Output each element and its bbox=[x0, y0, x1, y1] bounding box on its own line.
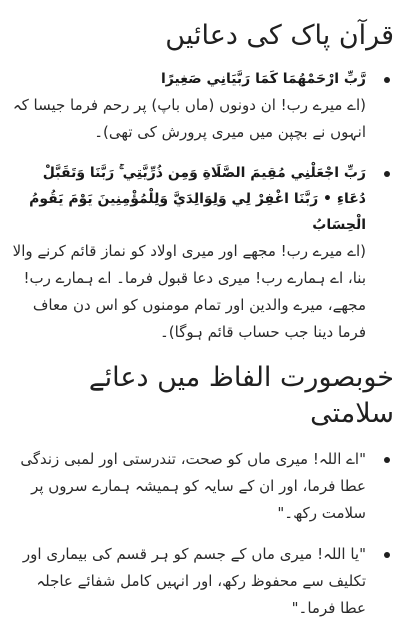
bullet-icon bbox=[384, 77, 390, 83]
bullet-icon bbox=[384, 457, 390, 463]
arabic-verse: رَبِّ اجْعَلْنِي مُقِيمَ الصَّلَاةِ وَمِن ذُرِّيَّتِي ۚ رَبَّنَا وَتَقَبَّلْ دُعَاءِ • رَبَّنَا اغْفِرْ لِي وَلِوَالِدَيَّ وَلِلْمُؤْمِنِينَ يَوْمَ يَقُومُ الْحِسَابُ bbox=[29, 165, 366, 233]
list-item bbox=[10, 541, 394, 622]
verse-translation: (اے میرے رب! ان دونوں (ماں باپ) پر رحم فرما جیسا کہ انہوں نے بچپن میں میری پرورش کی تھی)۔ bbox=[12, 96, 366, 141]
list-item bbox=[10, 446, 394, 527]
safety-dua-list bbox=[10, 446, 394, 622]
dua-text: "یا اللہ! میری ماں کے جسم کو ہر قسم کی بیماری اور تکلیف سے محفوظ رکھ، اور انہیں کامل شفائے عاجلہ عطا فرما۔" bbox=[22, 545, 366, 617]
verse-translation: (اے میرے رب! مجھے اور میری اولاد کو نماز قائم کرنے والا بنا، اے ہمارے رب! میری دعا قبول فرما۔ اے ہمارے رب! مجھے، میرے والدین اور تمام مومنوں کو اس دن معاف فرما دینا جب حساب قائم ہوگا)۔ bbox=[12, 242, 366, 341]
arabic-verse: رَّبِّ ارْحَمْهُمَا كَمَا رَبَّيَانِي صَغِيرًا bbox=[161, 71, 366, 87]
section-heading-quran-duas: قرآن پاک کی دعائیں bbox=[165, 20, 394, 51]
quran-dua-list bbox=[10, 66, 394, 346]
list-item bbox=[10, 66, 394, 146]
section-heading-safety-duas: خوبصورت الفاظ میں دعائے سلامتی bbox=[88, 362, 394, 429]
list-item bbox=[10, 160, 394, 346]
bullet-icon bbox=[384, 552, 390, 558]
dua-text: "اے اللہ! میری ماں کو صحت، تندرستی اور لمبی زندگی عطا فرما، اور ان کے سایہ کو ہمیشہ ہمارے سروں پر سلامت رکھ۔" bbox=[20, 450, 366, 522]
bullet-icon bbox=[384, 171, 390, 177]
